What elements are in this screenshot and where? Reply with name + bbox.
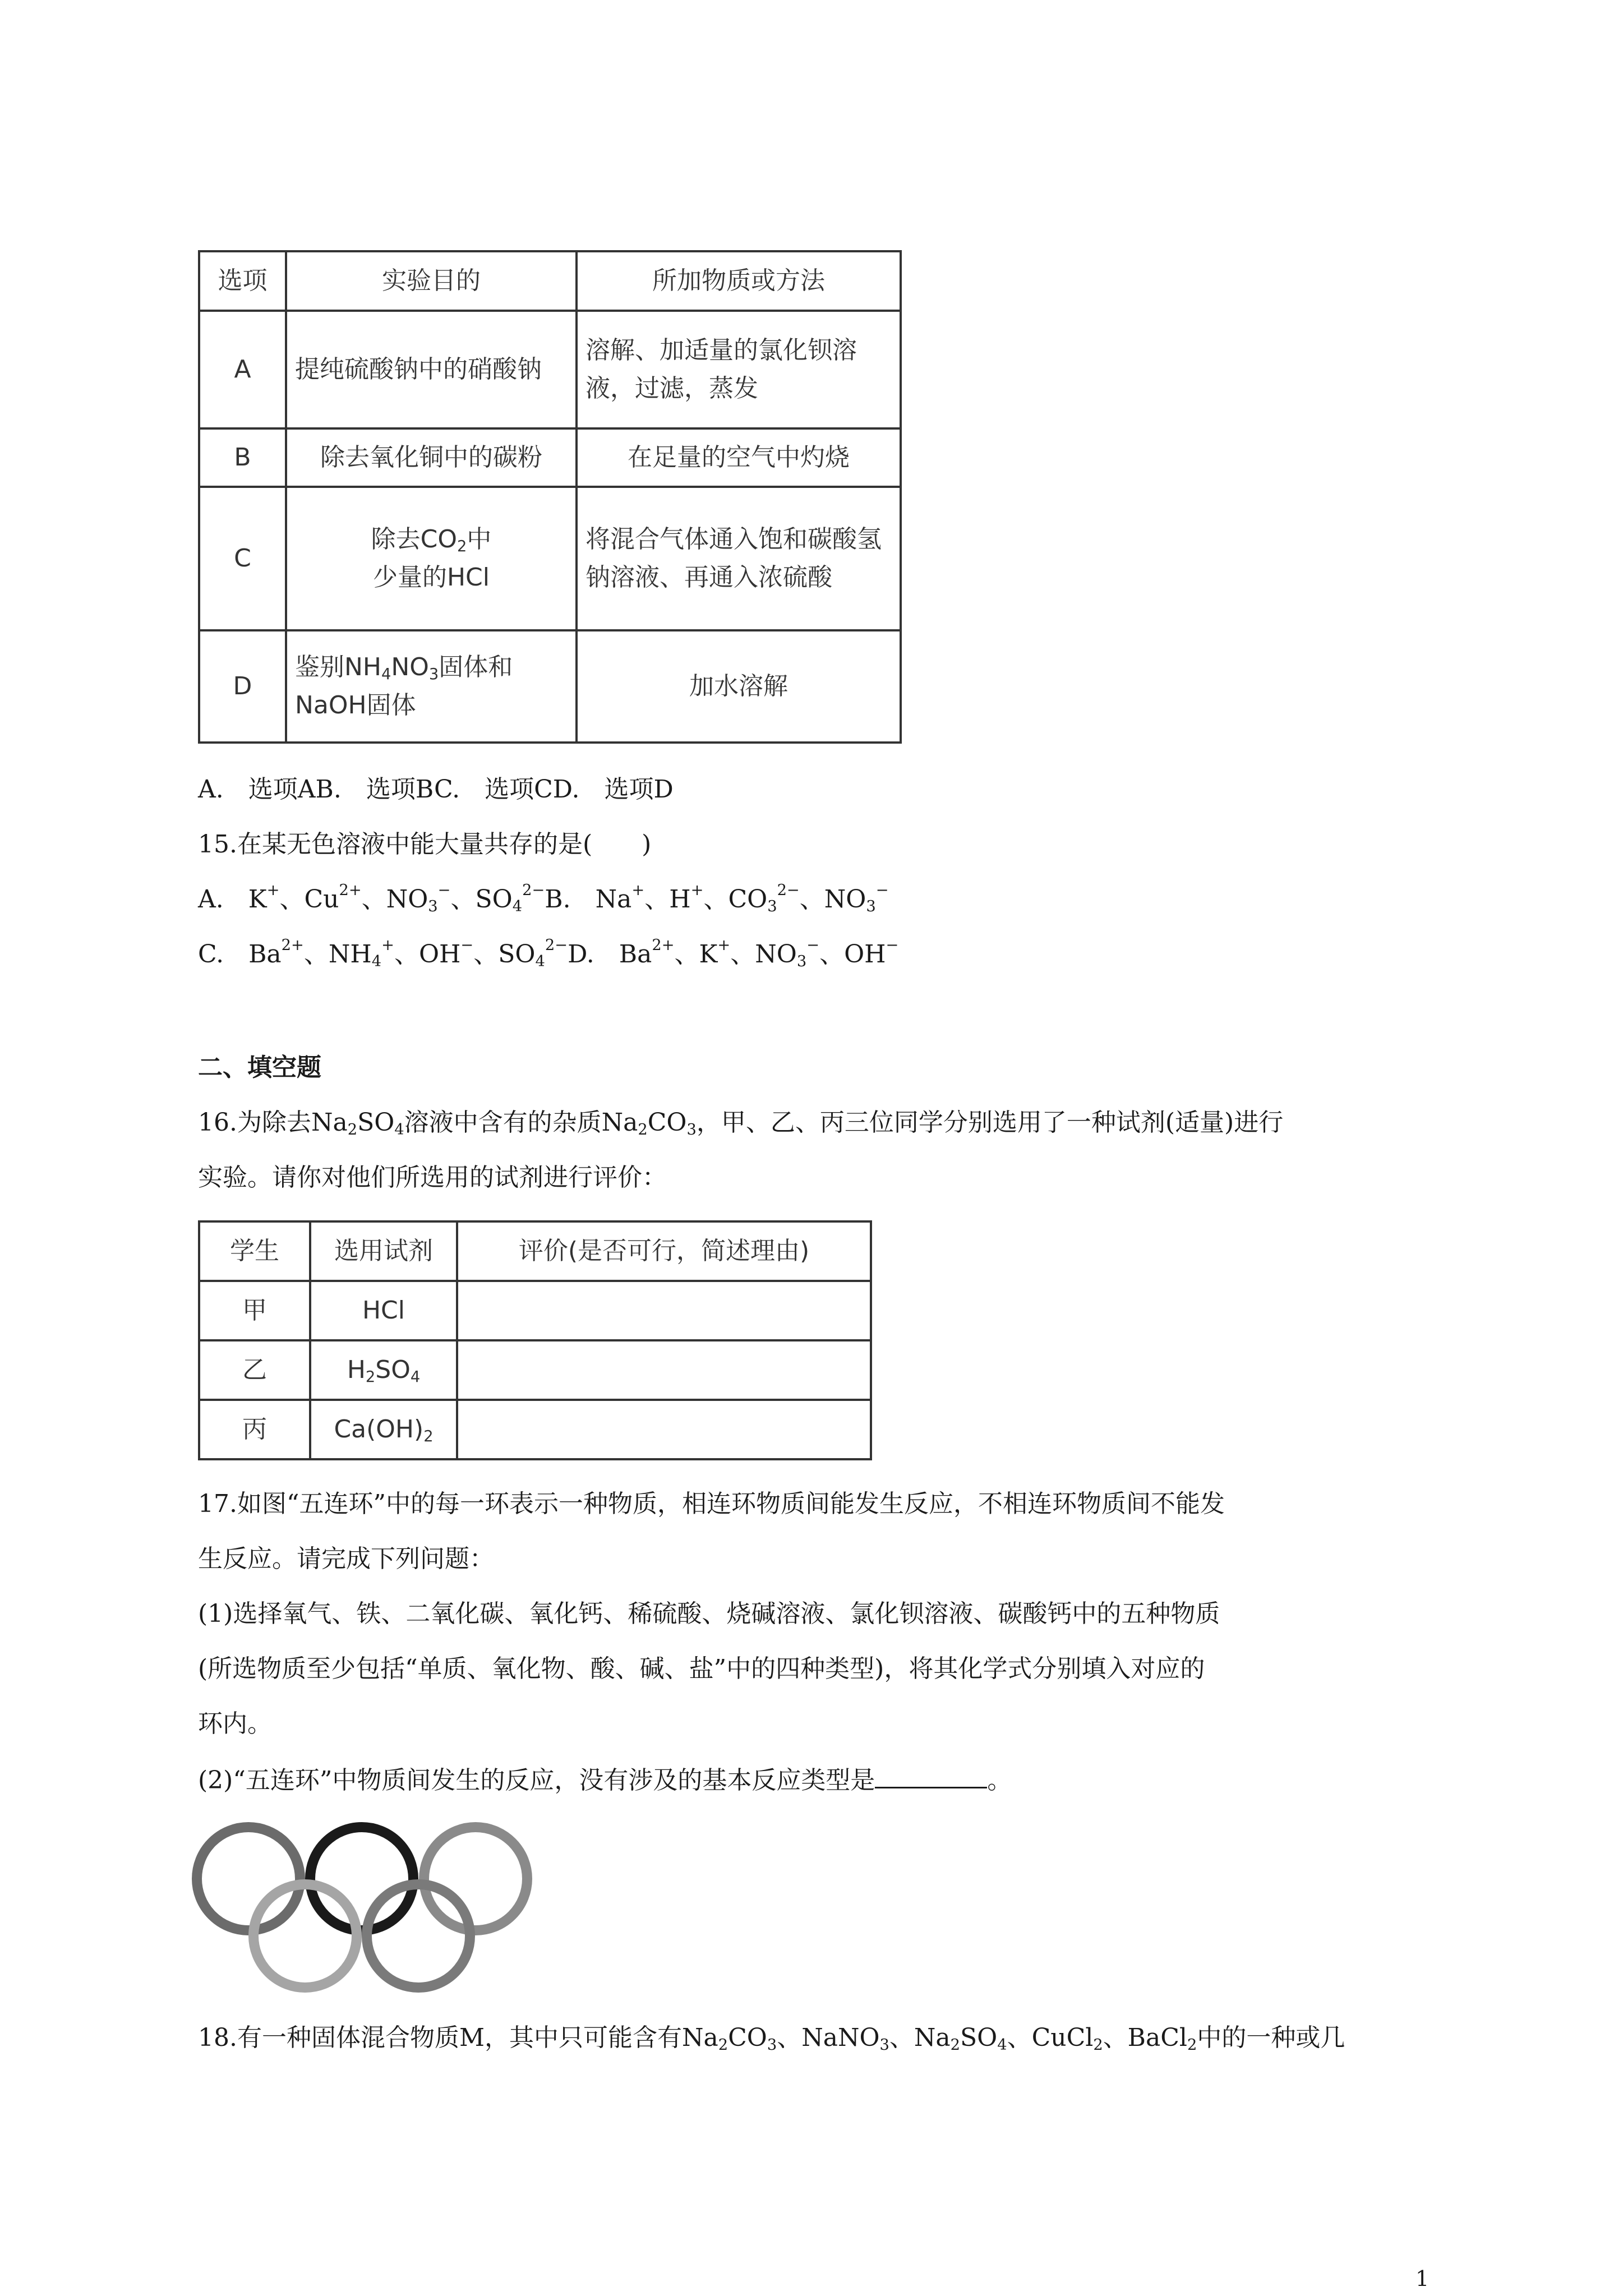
q17-line2: 生反应。请完成下列问题：: [198, 1545, 494, 1573]
q18-line1: 18.有一种固体混合物质M，其中只可能含有$Na_2CO_3$、NaNO$_3$、$Na_2SO_4$、CuCl$_2$、BaCl$_2$中的一种或几: [198, 2023, 1345, 2054]
q17-line1: 17.如图“五连环”中的每一环表示一种物质，相连环物质间能发生反应，不相连环物质间不能发: [198, 1490, 1225, 1518]
table-cell-option: B: [199, 428, 286, 487]
five-rings-figure: [191, 1817, 550, 1997]
table-cell-option: D: [199, 630, 286, 743]
q14-options: A. 选项AB. 选项BC. 选项CD. 选项D: [198, 775, 674, 804]
table-cell-student: 乙: [199, 1340, 310, 1400]
table-cell-method: 将混合气体通入饱和碳酸氢钠溶液、再通入浓硫酸: [577, 487, 901, 630]
q15-options-cd: C. $Ba^{2+}$、$NH_4^+$、OH−、$SO_4^{2-}D$. $Ba^{2+}$、K+、$NO_3^-$、OH−: [198, 937, 899, 970]
q17-line5: 环内。: [198, 1709, 272, 1738]
table-header-cell: 学生: [199, 1221, 310, 1281]
table-cell-purpose: 除去$CO_2$中 少量的HCl: [286, 487, 577, 630]
experiment-table: [198, 250, 902, 744]
ring-4: [253, 1884, 357, 1988]
reagent-table: [198, 1220, 872, 1460]
table-cell-option: A: [199, 311, 286, 428]
table-header-cell: 实验目的: [286, 251, 577, 311]
q15-stem: 15.在某无色溶液中能大量共存的是( ): [198, 830, 652, 859]
table-cell-purpose: 提纯硫酸钠中的硝酸钠: [286, 311, 577, 428]
q16-line1: 16.为除去$Na_2SO_4$溶液中含有的杂质$Na_2CO_3$，甲、乙、丙三位同学分别选用了一种试剂(适量)进行: [198, 1108, 1284, 1138]
table-cell-reagent: $Ca(OH)_2$: [310, 1400, 457, 1459]
q17-line4: (所选物质至少包括“单质、氧化物、酸、碱、盐”中的四种类型)，将其化学式分别填入对应的: [198, 1654, 1205, 1683]
table-cell-method: 溶解、加适量的氯化钡溶液，过滤，蒸发: [577, 311, 901, 428]
table-cell-option: C: [199, 487, 286, 630]
table-cell-purpose: 除去氧化铜中的碳粉: [286, 428, 577, 487]
table-cell-purpose: 鉴别$NH_4NO_3$固体和NaOH固体: [286, 630, 577, 743]
table-header-cell: 选用试剂: [310, 1221, 457, 1281]
table-cell-eval[interactable]: [457, 1281, 871, 1340]
table-cell-method: 加水溶解: [577, 630, 901, 743]
ring-2: [310, 1827, 413, 1930]
section-title: 二、填空题: [198, 1053, 321, 1082]
table-cell-student: 丙: [199, 1400, 310, 1459]
table-header-cell: 所加物质或方法: [577, 251, 901, 311]
q17-line6: (2)“五连环”中物质间发生的反应，没有涉及的基本反应类型是 。: [198, 1766, 1012, 1795]
page-number: 1: [1415, 2266, 1430, 2291]
table-cell-reagent: $H_2SO_4$: [310, 1340, 457, 1400]
q15-options-ab: A. K+、$Cu^{2+}$、$NO_3^-$、$SO_4^{2-}B$. Na+、H+、$CO_3^{2-}$、$NO_3^-$: [198, 882, 889, 915]
table-header-cell: 评价(是否可行，简述理由): [457, 1221, 871, 1281]
table-cell-student: 甲: [199, 1281, 310, 1340]
ring-1: [197, 1827, 300, 1930]
q17-line3: (1)选择氧气、铁、二氧化碳、氧化钙、稀硫酸、烧碱溶液、氯化钡溶液、碳酸钙中的五种物质: [198, 1599, 1220, 1628]
table-cell-reagent: HCl: [310, 1281, 457, 1340]
table-header-cell: 选项: [199, 251, 286, 311]
ring-3: [424, 1827, 527, 1930]
table-cell-eval[interactable]: [457, 1400, 871, 1459]
table-cell-method: 在足量的空气中灼烧: [577, 428, 901, 487]
ring-5: [367, 1884, 470, 1988]
q16-line2: 实验。请你对他们所选用的试剂进行评价：: [198, 1163, 667, 1192]
table-cell-eval[interactable]: [457, 1340, 871, 1400]
answer-blank[interactable]: [875, 1767, 987, 1788]
